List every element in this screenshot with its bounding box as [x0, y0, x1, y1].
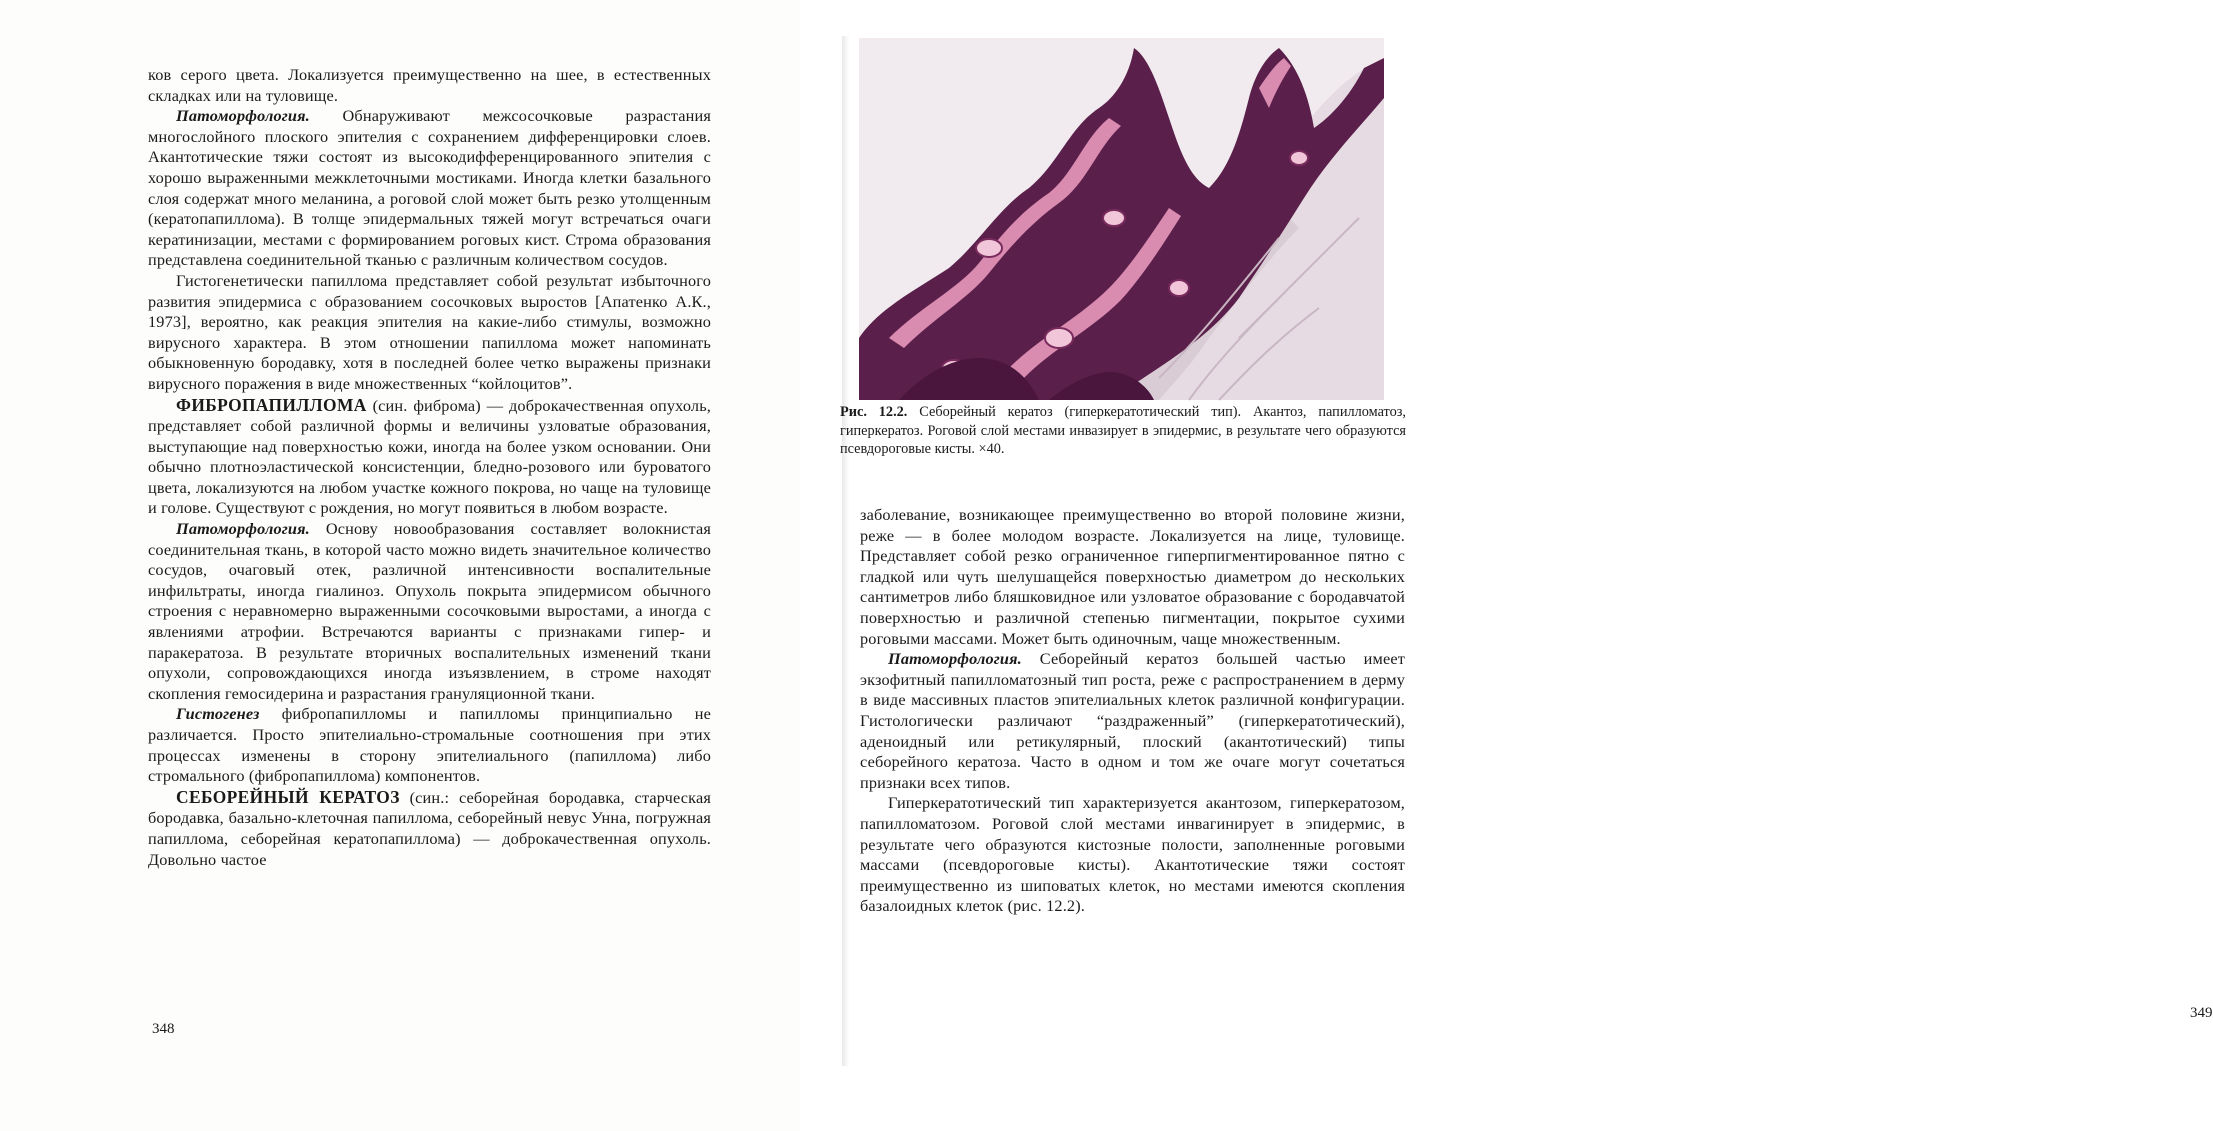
left-page-text [148, 65, 711, 870]
paragraph: ФИБРОПАПИЛЛОМА (син. фиброма) — доброкачественная опухоль, представляет собой различной формы и величины узловатые образования, выступающие над поверхностью кожи, иногда на более узком основании. Они обычно плотноэластической консистенции, бледно-розового или буроватого цвета, локализуются на любом участке кожного покрова, но чаще на туловище и голове. Существуют с рождения, но могут появиться в любом возрасте. [148, 394, 711, 518]
paragraph: Гистогенетически папиллома представляет собой результат избыточного развития эпидермиса с образованием сосочковых выростов [Апатенко А.К., 1973], вероятно, как реакция эпителия на какие-либо стимулы, возможно вирусного характера. В этом отношении папиллома может напоминать обыкновенную бородавку, хотя в последней более четко выражены признаки вирусного поражения в виде множественных “койлоцитов”. [148, 270, 711, 393]
paragraph: Патоморфология. Обнаруживают межсосочковые разрастания многослойного плоского эпителия с сохранением дифференцировки слоев. Акантотические тяжи состоят из высокодифференцированного эпителия с хорошо выраженными межклеточными мостиками. Иногда клетки базального слоя содержат много меланина, а роговой слой может быть резко утолщенным (кератопапиллома). В толще эпидермальных тяжей могут встречаться очаги кератинизации, местами с формированием роговых кист. Строма образования представлена соединительной тканью с различным количеством сосудов. [148, 106, 711, 270]
right-page-text [860, 505, 1405, 917]
paragraph: ков серого цвета. Локализуется преимущественно на шее, в естественных складках или на туловище. [148, 65, 711, 105]
paragraph-lead: Патоморфология. [888, 649, 1022, 669]
horn-cyst [1045, 328, 1073, 348]
histology-micrograph [859, 38, 1384, 400]
horn-cyst [976, 239, 1002, 257]
paragraph: Патоморфология. Себорейный кератоз большей частью имеет экзофитный папилломатозный тип роста, реже с распространением в дерму в виде массивных пластов эпителиальных клеток различной конфигурации. Гистологически различают “раздраженный” (гиперкератотический), аденоидный или ретикулярный, плоский (акантотический) типы себорейного кератоза. Часто в одном и том же очаге могут сочетаться признаки всех типов. [860, 649, 1405, 792]
horn-cyst [1290, 151, 1308, 165]
paragraph: заболевание, возникающее преимущественно во второй половине жизни, реже — в более молодом возрасте. Локализуется на лице, туловище. Представляет собой резко ограниченное гиперпигментированное пятно с гладкой или чуть шелушащейся поверхностью диаметром до нескольких сантиметров либо бляшковидное или узловатое образование с бородавчатой поверхностью и различной степенью пигментации, покрытое сухими роговыми массами. Может быть одиночным, чаще множественным. [860, 505, 1405, 648]
page-gutter [842, 36, 850, 1066]
horn-cyst [1169, 280, 1189, 296]
paragraph-lead: Патоморфология. [176, 106, 310, 126]
horn-cyst [1103, 210, 1125, 226]
paragraph: Патоморфология. Основу новообразования составляет волокнистая соединительная ткань, в которой часто можно видеть значительное количество сосудов, очаговый отек, различной интенсивности воспалительные инфильтраты, иногда гиалиноз. Опухоль покрыта эпидермисом обычного строения с неравномерно выраженными сосочковыми выростами, а иногда с явлениями атрофии. Встречаются варианты с признаками гипер- и паракератоза. В результате вторичных воспалительных изменений ткани опухоли, сопровождающихся иногда изъязвлением, в строме находят скопления гемосидерина и разрастания грануляционной ткани. [148, 519, 711, 703]
paragraph-lead: Патоморфология. [176, 519, 310, 539]
histology-figure [859, 38, 1384, 400]
figure-caption [840, 403, 1406, 459]
paragraph-lead: Гистогенез [176, 704, 260, 724]
paragraph: Гистогенез фибропапилломы и папилломы принципиально не различается. Просто эпителиально-стромальные соотношения при этих процессах изменены в сторону эпителиального (папиллома) либо стромального (фибропапиллома) компонентов. [148, 704, 711, 786]
page-number: 348 [152, 1021, 175, 1037]
left-page [0, 0, 800, 1131]
figure-caption-text: Себорейный кератоз (гиперкератотический тип). Акантоз, папилломатоз, гиперкератоз. Роговой слой местами инвазирует в эпидермис, в результате чего образуются псевдороговые кисты. ×40. [840, 404, 1406, 457]
page-number: 349 [2190, 1005, 2213, 1021]
paragraph: Гиперкератотический тип характеризуется акантозом, гиперкератозом, папилломатозом. Роговой слой местами инвагинирует в эпидермис, в результате чего образуются кистозные полости, заполненные роговыми массами (псевдороговые кисты). Акантотические тяжи состоят преимущественно из шиповатых клеток, но местами имеются скопления базалоидных клеток (рис. 12.2). [860, 793, 1405, 916]
section-heading: ФИБРОПАПИЛЛОМА [176, 394, 367, 415]
figure-label: Рис. 12.2. [840, 404, 908, 420]
section-heading: СЕБОРЕЙНЫЙ КЕРАТОЗ [176, 786, 400, 807]
paragraph: СЕБОРЕЙНЫЙ КЕРАТОЗ (син.: себорейная бородавка, старческая бородавка, базально-клеточная папиллома, себорейный невус Унна, погружная папиллома, себорейная кератопапиллома) — доброкачественная опухоль. Довольно частое [148, 786, 711, 869]
